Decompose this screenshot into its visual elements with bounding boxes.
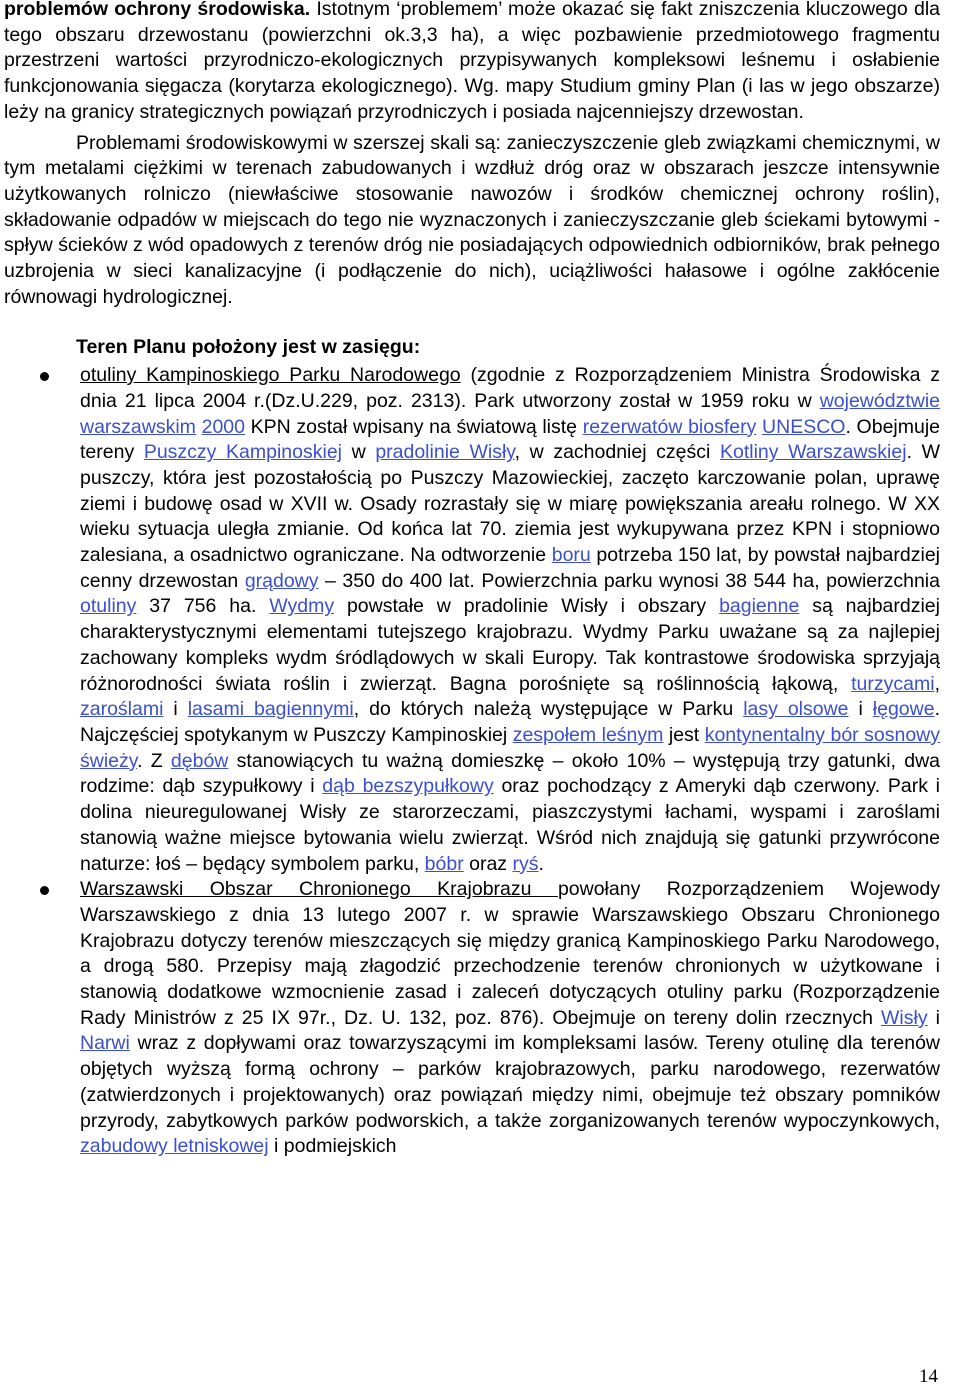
- link-kotliny-warszawskiej[interactable]: Kotliny Warszawskiej: [719, 441, 907, 464]
- bullet1-text: oraz pochodzący z Ameryki dąb czerwony. Park i dolina nieuregulowanej Wisły ze starorzeczami, piaszczystymi łachami, wyspami i zaroślami stanowią ważne miejsce bytowania wielu zwierząt. Wśród nich znajdują się gatunki przywrócone naturze: łoś – będący symbolem parku,: [80, 775, 941, 875]
- bullet1-text: są najbardziej charakterystycznymi elementami tutejszego krajobrazu. Wydmy Parku uważane są za najlepiej zachowany kompleks wydm śródlądowych w skali Europy. Tak kontrastowe środowiska sprzyjają różnorodności świata roślin i zwierząt. Bagna porośnięte są roślinnością łąkową,: [80, 595, 940, 695]
- link-boru[interactable]: boru: [551, 544, 591, 567]
- bullet-icon: [40, 886, 49, 895]
- page-number: 14: [919, 1366, 938, 1387]
- bullet2-text: powołany Rozporządzeniem Wojewody Warszawskiego z dnia 13 lutego 2007 r. w sprawie Warszawskiego Obszaru Chronionego Krajobrazu dotyczy terenów mieszczących się między granicą Kampinoskiego Parku Narodowego, a drogą 580. Przepisy mają złagodzić przechodzenie terenów chronionych w użytkowane i stanowią dodatkowe wzmocnienie zasad i zaleceń dotyczących otuliny parku (Rozporządzenie Rady Ministrów z 25 IX 97r., Dz. U. 132, poz. 876). Obejmuje on tereny dolin rzecznych: [80, 878, 940, 1029]
- link-unesco[interactable]: UNESCO: [762, 415, 846, 438]
- bullet1-text: powstałe w pradolinie Wisły i obszary: [334, 595, 720, 618]
- link-zaroslami[interactable]: zaroślami: [80, 698, 164, 721]
- bullet1-text: potrzeba 150 lat, by powstał najbardziej cenny drzewostan: [80, 544, 941, 592]
- link-wojewodztwo-warszawskie[interactable]: województwie warszawskim: [80, 389, 940, 438]
- bullet1-text: i: [848, 698, 873, 721]
- bullet1-text: 37 756 ha.: [136, 595, 270, 618]
- bullet1-text: , w zachodniej części: [514, 441, 720, 464]
- section-heading: Teren Planu położony jest w zasięgu:: [76, 336, 421, 359]
- link-lasami-bagiennymi[interactable]: lasami bagiennymi: [187, 698, 354, 721]
- link-bor-sosnowy[interactable]: kontynentalny bór sosnowy świeży: [80, 723, 941, 772]
- bullet-list: [4, 363, 940, 1160]
- link-lasy-olsowe[interactable]: lasy olsowe: [743, 698, 849, 721]
- bullet1-text: i: [163, 698, 188, 721]
- link-narwi[interactable]: Narwi: [80, 1032, 130, 1055]
- link-legowe[interactable]: łęgowe: [872, 698, 935, 721]
- link-zabudowy-letniskowej[interactable]: zabudowy letniskowej: [80, 1135, 269, 1158]
- link-wisly[interactable]: Wisły: [881, 1006, 928, 1029]
- bullet1-text: (zgodnie z Rozporządzeniem Ministra Środowiska z dnia 21 lipca 2004 r.(Dz.U.229, poz. 2313). Park utworzony został w 1959 roku w: [80, 364, 940, 412]
- document-page: [4, 0, 940, 1160]
- bullet1-text: . Najczęściej spotykanym w Puszczy Kampinoskiej: [80, 698, 940, 746]
- link-puszczy-kampinoskiej[interactable]: Puszczy Kampinoskiej: [143, 441, 342, 464]
- link-wydmy[interactable]: Wydmy: [269, 595, 335, 618]
- bullet-item-kampinos-buffer: [4, 363, 940, 877]
- link-rezerwatow-biosfery[interactable]: rezerwatów biosfery: [582, 415, 757, 438]
- environmental-problems-paragraph: Problemami środowiskowymi w szerszej skali są: zanieczyszczenie gleb związkami chemicznymi, w tym metalami ciężkimi w terenach zabudowanych i wzdłuż dróg oraz w obszarach jeszcze intensywnie użytkowanych rolniczo (niewłaściwe stosowanie nawozów i środków chemicznej ochrony roślin), składowanie odpadów w miejscach do tego nie wyznaczonych i zanieczyszczanie gleb ściekami bytowymi - spływ ścieków z wód opadowych z terenów dróg nie posiadających odpowiednich odbiorników, brak pełnego uzbrojenia w sieci kanalizacyjne (i podłączenie do nich), uciążliwości hałasowe i ogólne zakłócenie równowagi hydrologicznej.: [4, 131, 940, 308]
- link-turzycami[interactable]: turzycami: [851, 672, 935, 695]
- bullet2-title: Warszawski Obszar Chronionego Krajobrazu: [80, 878, 558, 901]
- bullet2-text: wraz z dopływami oraz towarzyszącymi im kompleksami lasów. Tereny otulinę dla terenów objętych wyższą formą ochrony – parków krajobrazowych, parku narodowego, rezerwatów (zatwierdzonych i projektowanych) oraz powiązań między nimi, obejmuje też obszary pomników przyrody, zabytkowych parków podworskich, a także zorganizowanych terenów wypoczynkowych,: [80, 1032, 940, 1132]
- bullet1-text: jest: [663, 723, 705, 746]
- bullet1-title: otuliny Kampinoskiego Parku Narodowego: [80, 364, 461, 387]
- link-gradowy[interactable]: grądowy: [244, 569, 319, 592]
- bullet1-text: , do których należą występujące w Parku: [353, 698, 744, 721]
- bullet1-text: . Obejmuje tereny: [80, 415, 941, 464]
- bullet1-text: stanowiących tu ważną domieszkę – około 10% – występują trzy gatunki, dwa rodzime: dąb szypułkowy i: [80, 749, 940, 798]
- link-dab-bezszypulkowy[interactable]: dąb bezszypułkowy: [322, 775, 494, 798]
- bullet1-text: oraz: [463, 852, 513, 875]
- bullet2-text: i podmiejskich: [268, 1135, 397, 1158]
- link-2000[interactable]: 2000: [201, 415, 245, 438]
- bullet1-text: KPN został wpisany na światową listę: [245, 415, 583, 438]
- link-zespolem-lesnym[interactable]: zespołem leśnym: [512, 723, 664, 746]
- bullet1-text: ,: [934, 672, 940, 695]
- bullet1-text: .: [538, 852, 544, 875]
- link-rys[interactable]: ryś: [512, 852, 539, 875]
- intro-bold-lead: problemów ochrony środowiska.: [4, 0, 311, 20]
- link-debow[interactable]: dębów: [170, 749, 229, 772]
- bullet-icon: [40, 372, 49, 381]
- bullet2-text: i: [927, 1006, 941, 1029]
- bullet1-text: . W puszczy, która jest pozostałością po Puszczy Mazowieckiej, zaczęto karczowanie polan, uprawę ziemi i budowę osad w XVII w. Osady rozrastały się w miarę powiększania areału rolnego. W XX wieku sytuacja uległa zmianie. Od końca lat 70. ziemia jest wykupywana przez KPN i stopniowo zalesiana, a osadnictwo ograniczane. Na odtworzenie: [80, 441, 940, 567]
- bullet1-text: w: [342, 441, 376, 464]
- link-bobr[interactable]: bóbr: [424, 852, 464, 875]
- link-pradolinie-wisly[interactable]: pradolinie Wisły: [375, 441, 515, 464]
- intro-text: Istotnym ‘problemem’ może okazać się fakt zniszczenia kluczowego dla tego obszaru drzewostanu (powierzchni ok.3,3 ha), a więc pozbawienie przedmiotowego fragmentu przestrzeni wartości przyrodniczo-ekologicznych przypisywanych kompleksowi leśnemu i osłabienie funkcjonowania sięgacza (korytarza ekologicznego). Wg. mapy Studium gminy Plan (i las w jego obszarze) leży na granicy strategicznych powiązań przyrodniczych i posiada najcenniejszy drzewostan.: [4, 0, 940, 123]
- link-otuliny[interactable]: otuliny: [80, 595, 137, 618]
- bullet1-text: . Z: [137, 749, 171, 772]
- bullet1-text: – 350 do 400 lat. Powierzchnia parku wynosi 38 544 ha, powierzchnia: [318, 569, 940, 592]
- intro-paragraph: [4, 0, 940, 126]
- link-bagienne[interactable]: bagienne: [719, 595, 800, 618]
- bullet-item-warsaw-protected-area: [4, 877, 940, 1160]
